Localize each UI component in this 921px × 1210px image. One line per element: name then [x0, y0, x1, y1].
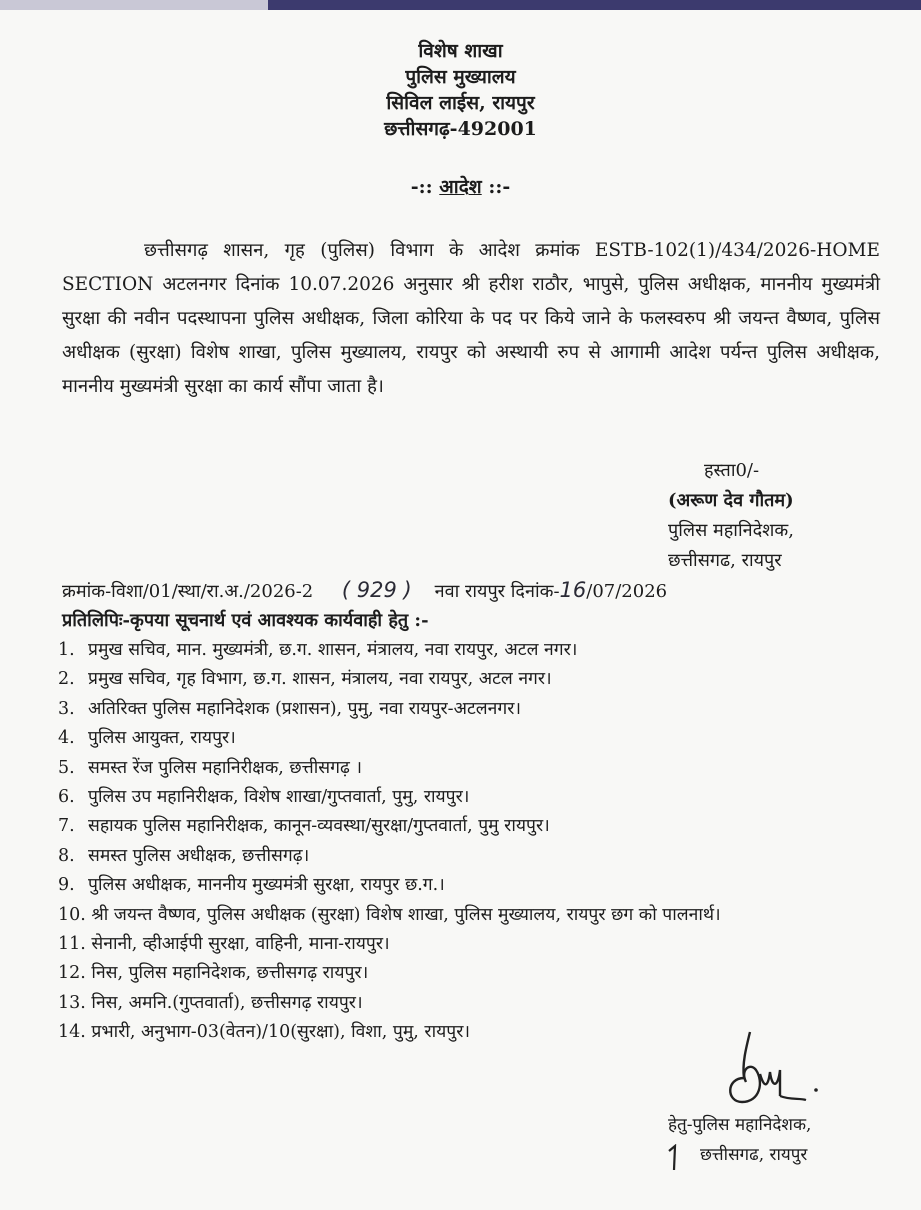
letterhead-office: पुलिस मुख्यालय	[405, 66, 516, 88]
list-item	[58, 665, 888, 694]
document-page	[0, 10, 921, 1210]
handwritten-signature	[720, 1026, 830, 1111]
list-item-text: श्री जयन्त वैष्णव, पुलिस अधीक्षक (सुरक्षा) विशेष शाखा, पुलिस मुख्यालय, रायपुर छग को पालनार्थ।	[91, 904, 721, 925]
list-item	[58, 724, 888, 753]
footer-designation: हेतु-पुलिस महानिदेशक,	[668, 1115, 812, 1135]
list-item-text: सहायक पुलिस महानिरीक्षक, कानून-व्यवस्था/सुरक्षा/गुप्तवार्ता, पुमु रायपुर।	[88, 816, 550, 837]
list-item-text: पुलिस आयुक्त, रायपुर।	[88, 728, 236, 749]
list-item-number: 10.	[58, 904, 86, 925]
list-item	[58, 989, 888, 1018]
list-item-number: 7.	[58, 816, 75, 837]
order-heading	[0, 173, 921, 199]
list-item-number: 2.	[58, 669, 75, 690]
list-item-text: पुलिस अधीक्षक, माननीय मुख्यमंत्री सुरक्षा, रायपुर छ.ग.।	[88, 875, 445, 896]
list-item-number: 13.	[58, 992, 86, 1013]
signatory-location: छत्तीसगढ, रायपुर	[668, 550, 782, 571]
footer-location: छत्तीसगढ, रायपुर	[700, 1145, 808, 1165]
reference-date-rest: /07/2026	[586, 581, 668, 602]
reference-serial: ( 929 )	[341, 578, 412, 602]
list-item-text: अतिरिक्त पुलिस महानिदेशक (प्रशासन), पुमु, नवा रायपुर-अटलनगर।	[88, 698, 521, 719]
list-item-text: निस, पुलिस महानिदेशक, छत्तीसगढ़ रायपुर।	[91, 963, 369, 984]
list-item	[58, 812, 888, 841]
order-body: छत्तीसगढ़ शासन, गृह (पुलिस) विभाग के आदेश क्रमांक ESTB-102(1)/434/2026-HOME SECTION अटलनगर दिनांक 10.07.2026 अनुसार श्री हरीश राठौर, भापुसे, पुलिस अधीक्षक, माननीय मुख्यमंत्री सुरक्षा की नवीन पदस्थापना पुलिस अधीक्षक, जिला कोरिया के पद पर किये जाने के फलस्वरुप श्री जयन्त वैष्णव, पुलिस अधीक्षक (सुरक्षा) विशेष शाखा, पुलिस मुख्यालय, रायपुर को अस्थायी रुप से आगामी आदेश पर्यन्त पुलिस अधीक्षक, माननीय मुख्यमंत्री सुरक्षा का कार्य सौंपा जाता है।	[62, 240, 880, 397]
list-item-number: 11.	[58, 934, 86, 955]
letterhead-address: सिविल लाईस, रायपुर	[386, 92, 535, 114]
reference-line	[62, 578, 667, 603]
list-item-text: प्रभारी, अनुभाग-03(वेतन)/10(सुरक्षा), विशा, पुमु, रायपुर।	[91, 1022, 470, 1043]
list-item-number: 3.	[58, 698, 75, 719]
list-item-text: पुलिस उप महानिरीक्षक, विशेष शाखा/गुप्तवार्ता, पुमु, रायपुर।	[88, 787, 470, 808]
copy-list	[58, 636, 888, 1048]
list-item-text: सेनानी, व्हीआईपी सुरक्षा, वाहिनी, माना-रायपुर।	[91, 934, 390, 955]
top-status-bar	[0, 0, 921, 10]
list-item-number: 6.	[58, 787, 75, 808]
reference-number: क्रमांक-विशा/01/स्था/रा.अ./2026-2	[62, 581, 314, 602]
signatory-designation: पुलिस महानिदेशक,	[668, 520, 794, 541]
list-item-text: प्रमुख सचिव, गृह विभाग, छ.ग. शासन, मंत्रालय, नवा रायपुर, अटल नगर।	[88, 669, 552, 690]
list-item	[58, 783, 888, 812]
reference-date-prefix: नवा रायपुर दिनांक-	[434, 581, 560, 602]
copy-heading: प्रतिलिपिः-कृपया सूचनार्थ एवं आवश्यक कार्यवाही हेतु :-	[62, 610, 429, 631]
letterhead-state-pin: छत्तीसगढ़-492001	[384, 118, 537, 140]
list-item-number: 5.	[58, 757, 75, 778]
list-item	[58, 636, 888, 665]
list-item	[58, 901, 888, 930]
list-item	[58, 842, 888, 871]
list-item-text: प्रमुख सचिव, मान. मुख्यमंत्री, छ.ग. शासन, मंत्रालय, नवा रायपुर, अटल नगर।	[88, 640, 578, 660]
order-heading-suffix: ::-	[481, 176, 511, 198]
reference-date-day: 16	[559, 578, 587, 602]
signed-mark: हस्ता0/-	[704, 460, 760, 481]
list-item	[58, 930, 888, 959]
list-item	[58, 754, 888, 783]
order-heading-prefix: -::	[410, 176, 440, 198]
progress-indicator	[0, 0, 268, 10]
list-item	[58, 695, 888, 724]
list-item-number: 4.	[58, 728, 75, 749]
signatory-name: (अरूण देव गौतम)	[668, 490, 794, 511]
footer-block	[668, 1110, 811, 1170]
letterhead	[0, 38, 921, 142]
list-item-number: 9.	[58, 875, 75, 896]
list-item-number: 1.	[58, 640, 75, 660]
list-item-text: समस्त रेंज पुलिस महानिरीक्षक, छत्तीसगढ़ ।	[88, 757, 363, 778]
list-item-text: समस्त पुलिस अधीक्षक, छत्तीसगढ़।	[88, 845, 310, 866]
list-item-text: निस, अमनि.(गुप्तवार्ता), छत्तीसगढ़ रायपुर।	[91, 992, 363, 1013]
order-heading-word: आदेश	[439, 176, 482, 198]
handwritten-mark	[666, 1144, 680, 1172]
list-item-number: 8.	[58, 845, 75, 866]
signatory-block	[668, 456, 794, 576]
letterhead-department: विशेष शाखा	[418, 40, 503, 62]
list-item-number: 12.	[58, 963, 86, 984]
list-item	[58, 871, 888, 900]
list-item	[58, 959, 888, 988]
list-item-number: 14.	[58, 1022, 86, 1043]
